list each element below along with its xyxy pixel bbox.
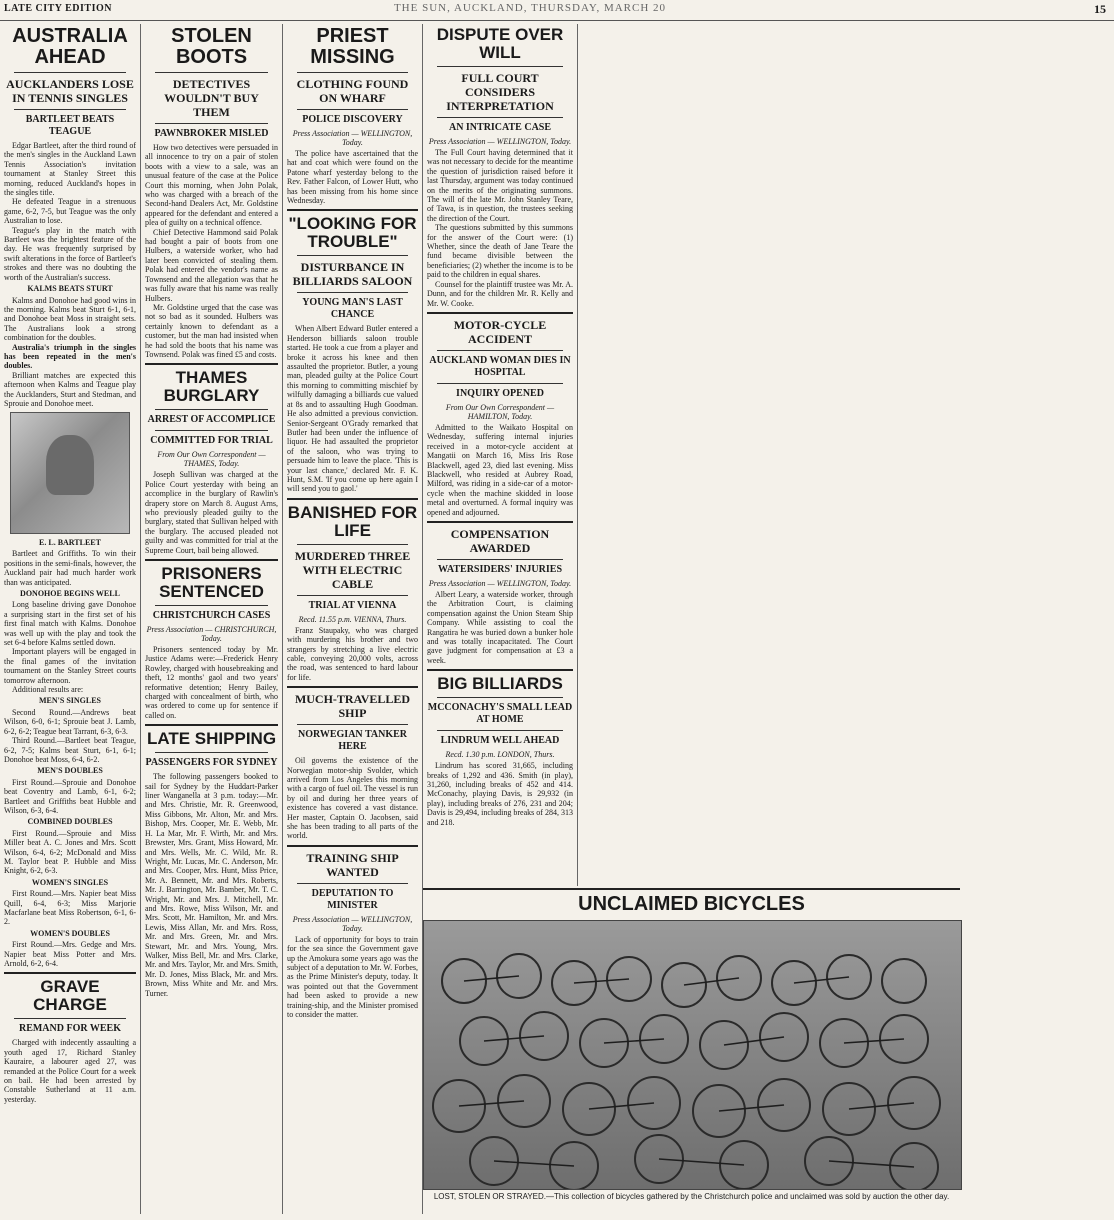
paragraph: Important players will be engaged in the final games of the invitation tournament on the Stanley Street courts tomorrow afternoon. [4,647,136,685]
paragraph: Lindrum has scored 31,665, including breaks of 1,292 and 436. Smith (in play), 31,260, including breaks of 452 and 414. McConachy, playing Davis, is 29,932 (in play), including breaks of 276, 231 and 204; Davis is 29,494, including breaks of 284, 313 and 218. [427,761,573,827]
paragraph: The Full Court having determined that it was not necessary to decide for the meantime the question of jurisdiction raised before it last Thursday, argument was today continued on the merits of the originating summons. The will of the late Mr. John Stanley Teare, of Tawa, is in question, the trustees seeking the direction of the Court. [427,148,573,223]
results-section-head: WOMEN'S DOUBLES [30,928,110,938]
results-section-head: COMBINED DOUBLES [27,817,113,827]
priest-missing-byline: Press Association — WELLINGTON, Today. [292,129,413,147]
grave-charge-article [4,1038,136,1104]
article-crosshead: KALMS BEATS STURT [27,284,113,294]
australia-subhead-1: AUCKLANDERS LOSE IN TENNIS SINGLES [6,77,134,105]
divider [437,66,563,67]
divider [287,845,418,847]
prisoners-headline: PRISONERS SENTENCED [159,564,264,601]
divider [297,72,408,73]
divider [437,559,563,560]
stolen-boots-headline: STOLEN BOOTS [171,25,252,68]
masthead [0,0,1114,21]
stolen-boots-subhead-2: PAWNBROKER MISLED [154,128,269,139]
paragraph: Kalms and Donohoe had good wins in the morning. Kalms beat Sturt 6-1, 6-1, and Donohoe beat Moss in straight sets. The Australians look a strong combination for the doubles. [4,295,136,343]
paragraph: Edgar Bartleet, after the third round of the men's singles in the Auckland Lawn Tennis Association's invitation tournament at Stanley Street this morning, reduced Auckland's hopes in the singles title. [4,141,136,198]
divider [437,697,563,698]
results-section-head: MEN'S DOUBLES [37,766,103,776]
billiards-headline: BIG BILLIARDS [437,674,563,694]
dispute-will-subhead-1: FULL COURT CONSIDERS INTERPRETATION [446,71,554,113]
banished-article [287,626,418,682]
bicycles-headline: UNCLAIMED BICYCLES [578,893,805,915]
banished-subhead-1: MURDERED THREE WITH ELECTRIC CABLE [294,548,411,591]
divider [155,409,268,410]
divider [437,383,563,384]
divider [437,730,563,731]
bicycles-caption: LOST, STOLEN OR STRAYED.—This collection of bicycles gathered by the Christchurch police and unclaimed was sold by auction the other day. [433,1192,950,1201]
bartleet-photo [10,412,130,534]
divider [437,350,563,351]
paragraph: Additional results are: [12,685,84,695]
column-4 [423,24,578,886]
page-number: 15 [1094,2,1106,16]
priest-missing-article [287,149,418,205]
ship-article [287,756,418,841]
training-ship-article [287,935,418,1020]
results-section-head: MEN'S SINGLES [38,696,102,706]
paragraph: Teague's play in the match with Bartleet was the brightest feature of the day. He was frequently surprised by swift alterations in the force of Bartleet's strokes and there was no doubting the worth of the Australian's success. [4,225,136,282]
divider [427,312,573,314]
paragraph: The following passengers booked to sail for Sydney by the Huddart-Parker liner Wanganella at 3 p.m. today:—Mr. and Mrs. Christie, Mr. R. Greenwood, Miss Gibbons, Mr. Alton, Mr. and Mrs. Bishop, Mrs. Cooper, Mr. E. Webb, Mr. H. La Mar, Mr. F. Wirth, Mr. and Mrs. Brewster, Mrs. Grant, Miss Howard, Mr. and Mrs. Wells, Mr. C. Wild, Mr. R. Wright, Mr. Lucas, Mr. C. Anderson, Mr. and Mrs. Cooper, Mrs. Hunt, Miss Price, Mr. A. Bennett, Mr. and Mrs. Roberts, Mr. J. Barrington, Mr. Bamber, Mr. T. C. Wright, Mr. and Mrs. J. Mitchell, Mr. and Mrs. Rowe, Miss Wilson, Mr. and Mrs. Scott, Mr. Hamilton, Mr. and Mrs. Lewis, Miss Allan, Mr. and Mrs. Ross, Mr. and Mrs. Green, Mr. and Mrs. Stewart, Mr. and Mrs. Young, Mrs. Walker, Miss Bell, Mr. and Mrs. Clarke, Mr. and Mrs. Taylor, Mr. and Mrs. Smith, Mr. D. Jones, Miss Black, Mr. and Mrs. Brown, Miss White and Mr. and Mrs. Turner. [145,772,278,998]
trouble-subhead-1: DISTURBANCE IN BILLIARDS SALOON [292,260,413,289]
divider [297,109,408,110]
thames-article [145,470,278,555]
prisoners-byline: Press Association — CHRISTCHURCH, Today. [146,625,277,643]
article-crosshead: DONOHOE BEGINS WELL [20,589,120,598]
paragraph: Chief Detective Hammond said Polak had bought a pair of boots from one Hulbers, a waterside worker, who had later been convicted of stealing them. Polak had entered the vendor's name as Townsend and the allegation was that he was fully aware that his name was really Hulbers. [145,227,278,303]
paragraph: Franz Staupaky, who was charged with murdering his brother and two strangers by stretching a live electric cable, conveying 20,000 volts, across the road, was sentenced to hard labour for life. [287,625,418,682]
unclaimed-bicycles-block [423,888,960,1215]
edition-label: LATE CITY EDITION [4,3,112,14]
billiards-subhead-1: MCCONACHY'S SMALL LEAD AT HOME [427,702,573,726]
australia-headline: AUSTRALIA AHEAD [12,25,128,68]
divider [297,292,408,293]
results-line: Third Round.—Bartleet beat Teague, 6-2, 7-5; Kalms beat Sturt, 6-1, 6-1; Donohoe beat Moss, 6-4, 6-2. [4,736,136,764]
paragraph: Joseph Sullivan was charged at the Police Court yesterday with being an accomplice in the burglary of Rawlin's drapery store on March 8. August Arns, who previously pleaded guilty to the burglary, stated that Sullivan helped with the burglary. The accused pleaded not guilty and was committed for trial at the Supreme Court, bail being allowed. [145,470,278,555]
paragraph: Brilliant matches are expected this afternoon when Kalms and Teague play the Aucklanders, Sturt and Stedman, and Sprouie and Donohoe meet. [4,370,136,408]
paragraph: Oil governs the existence of the Norwegian motor-ship Svolder, which arrived from Los Angeles this morning with a cargo of fuel oil. The vessel is run by oil and during her three years of existence has covered a vast distance. Her master, Captain O. Jacobsen, said she has been trading to all parts of the world. [287,756,418,841]
paragraph: Australia's triumph in the singles has been repeated in the men's doubles. [4,342,136,371]
divider [437,117,563,118]
divider [287,686,418,688]
column-2 [141,24,283,1214]
stolen-boots-article [145,143,278,359]
banished-subhead-2: TRIAL AT VIENNA [308,599,397,611]
billiards-article [427,761,573,827]
column-3 [283,24,423,1214]
compensation-headline: COMPENSATION AWARDED [450,526,550,555]
paragraph: Mr. Goldstine urged that the case was not so bad as it sounded. Hulbers was certainly known to defendant as a customer, but the man had insisted when he had sold the boots that his name was Townsend. Polak was fined £5 and costs. [145,302,278,359]
trouble-headline: "LOOKING FOR TROUBLE" [288,214,417,252]
column-1 [0,24,141,1214]
paper-title: THE SUN, AUCKLAND, THURSDAY, MARCH 20 [393,2,667,14]
training-ship-byline: Press Association — WELLINGTON, Today. [292,914,413,933]
divider [427,521,573,523]
australia-subhead-2: BARTLEET BEATS TEAGUE [25,114,115,137]
shipping-subhead: PASSENGERS FOR SYDNEY [145,757,278,769]
results-section-head: WOMEN'S SINGLES [31,877,109,887]
motor-cycle-headline: MOTOR-CYCLE ACCIDENT [453,317,547,346]
divider [287,209,418,211]
banished-byline: Recd. 11.55 p.m. VIENNA, Thurs. [298,614,407,624]
divider [297,544,408,545]
paragraph: Prisoners sentenced today by Mr. Justice Adams were:—Frederick Henry Rowley, charged with housebreaking and theft, 12 months' gaol and two years' reformative detention; Henry Bailey, charged with concealment of birth, who was ordered to come up for sentence if called on. [145,645,278,720]
divider [4,972,136,974]
paragraph: Admitted to the Waikato Hospital on Wednesday, suffering internal injuries received in a motor-cycle accident at Mangatii on March 16, Miss Iris Rose Blackwell, aged 23, died last evening. Miss Blackwell, who resided at Aubrey Road, Milford, was riding in a side-car of a motor-cycle when the machine skidded in loose metal and overturned. A formal inquiry was opened and adjourned. [427,422,573,517]
divider [155,605,268,606]
training-ship-subhead: DEPUTATION TO MINISTER [311,887,394,911]
results-line: First Round.—Sprouie and Donohoe beat Coventry and Lamb, 6-1, 6-2; Bartleet and Griffiths beat Hubble and Wilson, 6-3, 6-4. [4,777,136,815]
australia-article [4,141,136,408]
divider [14,109,126,110]
priest-missing-subhead-2: POLICE DISCOVERY [302,114,403,125]
motor-cycle-article [427,423,573,517]
ship-subhead: NORWEGIAN TANKER HERE [297,729,407,753]
shipping-article [145,772,278,998]
thames-subhead-2: COMMITTED FOR TRIAL [150,435,273,447]
divider [14,72,126,73]
photo-caption: E. L. BARTLEET [39,538,101,548]
divider [297,883,408,884]
dispute-will-headline: DISPUTE OVER WILL [436,25,564,62]
paragraph: Counsel for the plaintiff trustee was Mr. A. Dunn, and for the children Mr. R. Kelly and Mr. W. Cooke. [427,279,573,308]
results-line: Second Round.—Andrews beat Wilson, 6-0, 6-1; Sprouie beat J. Lamb, 6-2, 6-2; Teague beat Tarrant, 6-3, 6-3. [4,707,136,736]
divider [287,498,418,500]
divider [155,123,268,124]
paragraph: Albert Leary, a waterside worker, through the Arbitration Court, is claiming compensation against the Union Steam Ship Company. While assisting to coal the Rangatira he was buried down a bunker hole and was totally incapacitated. The Court gave judgment for compensation at £3 a week. [427,589,573,665]
motor-cycle-subhead-2: INQUIRY OPENED [456,387,544,399]
compensation-byline: Press Association — WELLINGTON, Today. [428,578,572,588]
paragraph: The questions submitted by this summons for the answer of the Court were: (1) Whether, since the death of Jane Teare the fund became divisible between the beneficiaries; (2) whether the income is to be paid to the children in equal shares. [427,223,573,280]
paragraph: Charged with indecently assaulting a youth aged 17, Richard Stanley Kauraire, a labourer aged 27, was remanded at the Police Court for a week on bail. He had been arrested by Constable Sutherland at 11 a.m. yesterday. [4,1038,136,1104]
billiards-subhead-2: LINDRUM WELL AHEAD [440,735,560,747]
priest-missing-subhead-1: CLOTHING FOUND ON WHARF [296,77,409,105]
divider [297,595,408,596]
divider [297,255,408,256]
banished-headline: BANISHED FOR LIFE [287,502,418,540]
results-line: First Round.—Mrs. Napier beat Miss Quill, 6-4, 6-3; Miss Marjorie Macfarlane beat Miss Robertson, 6-1, 6-2. [4,889,136,927]
divider [145,363,278,365]
trouble-subhead-2: YOUNG MAN'S LAST CHANCE [302,297,403,321]
paragraph: When Albert Edward Butler entered a Henderson billiards saloon trouble started. He took a cue from a player and broke it across his knee and then assaulted the proprietor. Butler, a young man, pleaded guilty at the Police Court this morning to committing mischief by wilfully damaging a billiards cue valued at 8s and to assaulting Hugh Goodman. He also admitted a previous conviction. Senior-Sergeant O'Grady remarked that Butler had been under the influence of liquor. He had assaulted the proprietor of the saloon, who was trying to persuade him to leave the place. 'This is your last chance,' declared Mr. F. K. Hunt, S.M. 'If you come up here again I will send you to gaol.' [287,324,418,494]
training-ship-headline: TRAINING SHIP WANTED [306,850,399,879]
billiards-byline: Recd. 1.30 p.m. LONDON, Thurs. [445,750,555,760]
bicycles-photo-graphic [424,921,961,1189]
paragraph: How two detectives were persuaded in all innocence to try on a pair of stolen boots with a view to a sale, was an unusual feature of the case at the Police Court this morning, when John Polak, who was charged with a breach of the Second-hand Dealers Act, Mr. Goldstine appeared for the defendant and entered a plea of guilty on a technical offence. [145,143,278,228]
trouble-article [287,324,418,493]
stolen-boots-subhead-1: DETECTIVES WOULDN'T BUY THEM [164,77,259,119]
divider [155,430,268,431]
divider [297,724,408,725]
compensation-article [427,590,573,665]
ship-headline: MUCH-TRAVELLED SHIP [294,692,411,721]
divider [155,752,268,753]
dispute-will-subhead-2: AN INTRICATE CASE [448,122,552,133]
grave-charge-headline: GRAVE CHARGE [33,977,107,1015]
thames-byline: From Our Own Correspondent — THAMES, Today. [157,450,266,469]
priest-missing-headline: PRIEST MISSING [310,25,395,68]
motor-cycle-byline: From Our Own Correspondent — HAMILTON, Today. [445,402,555,421]
results-line: First Round.—Sprouie and Miss Miller beat A. C. Jones and Mrs. Scott Wilson, 6-4, 6-2; McDonald and Miss M. Taylor beat P. Hubble and Miss Knight, 6-2, 6-3. [4,828,136,876]
australia-article-continued [4,549,136,968]
dispute-will-byline: Press Association — WELLINGTON, Today. [428,137,572,146]
divider [145,724,278,726]
thames-subhead-1: ARREST OF ACCOMPLICE [147,414,276,426]
shipping-headline: LATE SHIPPING [146,729,277,749]
divider [155,72,268,73]
paragraph: Long baseline driving gave Donohoe a surprising start in the first set of his first final match with Kalms. Donohoe was well up with the play and took the set 6-4 before Kalms settled down. [4,600,136,648]
paragraph: The police have ascertained that the hat and coat which were found on the Patone wharf yesterday belong to the Rev. Father Falcon, of Lower Hutt, who has been missing from his home since Wednesday. [287,149,418,206]
divider [145,559,278,561]
prisoners-subhead: CHRISTCHURCH CASES [152,610,271,621]
paragraph: Bartleet and Griffiths. To win their positions in the semi-finals, however, the Auckland pair had much harder work than was anticipated. [4,549,136,587]
motor-cycle-subhead-1: AUCKLAND WOMAN DIES IN HOSPITAL [429,354,571,378]
results-line: First Round.—Mrs. Gedge and Mrs. Napier beat Miss Potter and Mrs. Arnold, 6-2, 6-4. [4,940,136,969]
paragraph: He defeated Teague in a strenuous game, 6-2, 7-5, but Teague was the only Australian to lose. [4,197,136,226]
grave-charge-subhead: REMAND FOR WEEK [18,1023,122,1035]
bicycles-photo [423,920,962,1190]
prisoners-article [145,645,278,720]
compensation-subhead: WATERSIDERS' INJURIES [437,563,563,575]
divider [427,669,573,671]
paragraph: Lack of opportunity for boys to train for the sea since the Government gave up the Amokura some years ago was the subject of a deputation to Mr. W. Forbes, as the Prime Minister's deputy, today. It was pointed out that the Government had been asked to provide a new training-ship, and the Minister promised to consider the matter. [287,934,418,1020]
thames-headline: THAMES BURGLARY [163,368,260,406]
dispute-will-article [427,148,573,308]
divider [14,1018,126,1019]
